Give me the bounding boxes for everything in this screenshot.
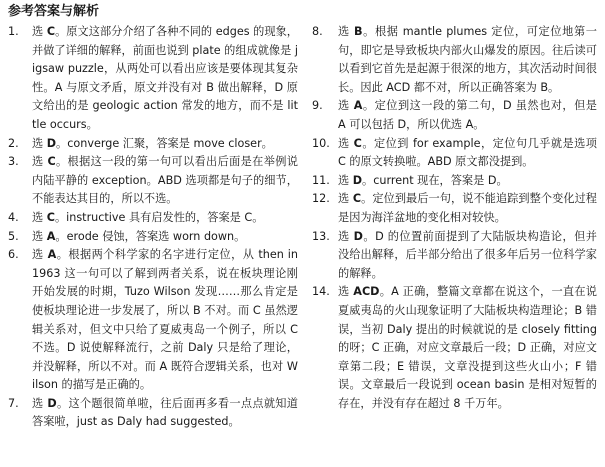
item-explanation	[32, 209, 298, 228]
item-number: 14.	[312, 285, 330, 299]
choose-prefix: 选	[338, 192, 353, 206]
item-number: 1.	[8, 25, 19, 38]
item-number: 8.	[312, 25, 323, 38]
item-number: 5.	[8, 229, 19, 243]
right-column	[312, 23, 597, 432]
item-number: 9.	[312, 99, 323, 113]
explanation-text: 。erode 侵蚀，答案选 worn down。	[55, 229, 246, 243]
answer-letter: ACD	[353, 285, 380, 299]
answer-letter: A	[353, 99, 363, 113]
page-title: 参考答案与解析	[8, 4, 100, 19]
item-explanation	[338, 135, 597, 172]
explanation-text: 。D 的位置前面提到了大陆版块构造论，但并没给出解释，后半部分给出了很多年后另一位科学家的解释。	[338, 229, 597, 280]
answer-item	[312, 228, 597, 284]
choose-prefix: 选	[338, 173, 353, 187]
item-explanation	[338, 228, 597, 284]
explanation-text: 。根据这一段的第一句可以看出后面是在举例说内陆平静的 exception。ABD 选项都是句子的细节，不能表达其目的，所以不选。	[32, 155, 298, 206]
answer-letter: C	[352, 192, 362, 206]
explanation-text: 。这个题很简单啦，往后面再多看一点点就知道答案啦，just as Daly had suggested。	[32, 396, 298, 429]
explanation-text: 。根据两个科学家的名字进行定位，从 then in 1963 这一句可以了解到两者关系，说在板块理论刚开始发展的时期，Tuzo Wilson 发现……那么肯定是使板块理论进一步发展了，所以 B 不对。而 C 虽然逻辑关系对，但文中只给了夏威夷岛一个例子，所以 C 不选。D 说使解释流行，之前 Daly 只是给了理论，并没解释，所以不对。而 A 既符合逻辑关系，也对 Wilson 的描写是正确的。	[32, 248, 298, 392]
answer-item	[8, 228, 298, 247]
answer-item	[312, 97, 597, 134]
answer-item	[8, 135, 298, 154]
answer-item	[312, 190, 597, 227]
explanation-text: 。原文这部分介绍了各种不同的 edges 的现象，并做了详细的解释，前面也说到 plate 的组成就像是 jigsaw puzzle，从两处可以看出应该是要体现其复杂性。A 与原文矛盾，原文并没有对 B 做出解释，D 原文给出的是 geologic action 常发的地方，而不是 little occurs。	[32, 25, 298, 131]
item-explanation	[338, 190, 597, 227]
explanation-text: 。定位到最后一句，说不能追踪到整个变化过程是因为海洋盆地的变化相对较快。	[338, 192, 597, 224]
answer-letter: C	[353, 136, 362, 150]
answer-item	[8, 246, 298, 395]
choose-prefix: 选	[32, 248, 48, 262]
explanation-text: 。定位到 for example，定位句几乎就是选项 C 的原文转换啦。ABD 原文都没提到。	[338, 136, 597, 169]
answer-item	[312, 283, 597, 413]
answer-letter: D	[46, 136, 57, 150]
item-number: 7.	[8, 396, 19, 410]
answer-letter: B	[354, 25, 363, 38]
item-explanation	[32, 135, 298, 154]
answer-item	[312, 135, 597, 172]
item-explanation	[32, 153, 298, 209]
item-explanation	[32, 228, 298, 247]
answer-item	[8, 209, 298, 228]
choose-prefix: 选	[32, 396, 48, 410]
item-number: 11.	[312, 173, 330, 187]
choose-prefix: 选	[338, 229, 354, 243]
item-number: 6.	[8, 248, 19, 262]
answer-letter: D	[353, 229, 363, 243]
item-explanation	[338, 97, 597, 134]
answer-item	[8, 23, 298, 135]
choose-prefix: 选	[338, 136, 354, 150]
item-explanation	[338, 23, 597, 97]
explanation-text: 。converge 汇聚，答案是 move closer。	[56, 136, 273, 150]
answer-columns	[8, 23, 597, 432]
item-explanation	[338, 283, 597, 413]
answer-letter: C	[47, 155, 56, 169]
answer-item	[8, 395, 298, 432]
item-number: 10.	[312, 136, 330, 150]
choose-prefix: 选	[338, 285, 354, 299]
choose-prefix: 选	[338, 99, 354, 113]
item-number: 3.	[8, 155, 19, 169]
item-explanation	[32, 395, 298, 432]
item-number: 4.	[8, 210, 19, 224]
choose-prefix: 选	[338, 25, 354, 38]
choose-prefix: 选	[32, 210, 47, 224]
explanation-text: 。A 正确，整篇文章都在说这个，一直在说夏威夷岛的火山现象证明了大陆板块构造理论；B 错误，当初 Daly 提出的时候就说的是 closely fitting 的呀；C 正确，对应文章最后一段；D 正确，对应文章第二段；E 错误，文章没提到这些火山小；F 错误。文章最后一段说到 ocean basin 是相对短暂的存在，并没有存在超过 8 千万年。	[338, 285, 597, 410]
item-number: 2.	[8, 136, 19, 150]
answer-letter: D	[352, 173, 363, 187]
answer-item	[312, 172, 597, 191]
answer-letter: A	[46, 229, 56, 243]
answer-item	[8, 153, 298, 209]
item-number: 13.	[312, 229, 330, 243]
left-column	[8, 23, 298, 432]
explanation-text: 。定位到这一段的第二句，D 虽然也对，但是 A 可以包括 D，所以优选 A。	[338, 99, 597, 131]
choose-prefix: 选	[32, 155, 48, 169]
answer-letter: C	[46, 25, 56, 38]
item-explanation	[32, 23, 298, 135]
answer-item	[312, 23, 597, 97]
item-number: 12.	[312, 192, 330, 206]
item-explanation	[338, 172, 597, 191]
choose-prefix: 选	[32, 136, 47, 150]
item-explanation	[32, 246, 298, 395]
explanation-text: 。instructive 具有启发性的，答案是 C。	[54, 210, 264, 224]
explanation-text: 。根据 mantle plumes 定位，可定位地第一句，即它是导致板块内部火山爆发的原因。往后读可以看到它首先是起源于很深的地方，其次活动时间很长。因此 ACD 都不对，所以正确答案为 B。	[338, 25, 597, 94]
answer-letter: A	[47, 248, 57, 262]
choose-prefix: 选	[32, 25, 47, 38]
answer-letter: C	[46, 210, 55, 224]
answer-letter: D	[47, 396, 57, 410]
explanation-text: 。current 现在，答案是 D。	[362, 173, 508, 187]
choose-prefix: 选	[32, 229, 47, 243]
